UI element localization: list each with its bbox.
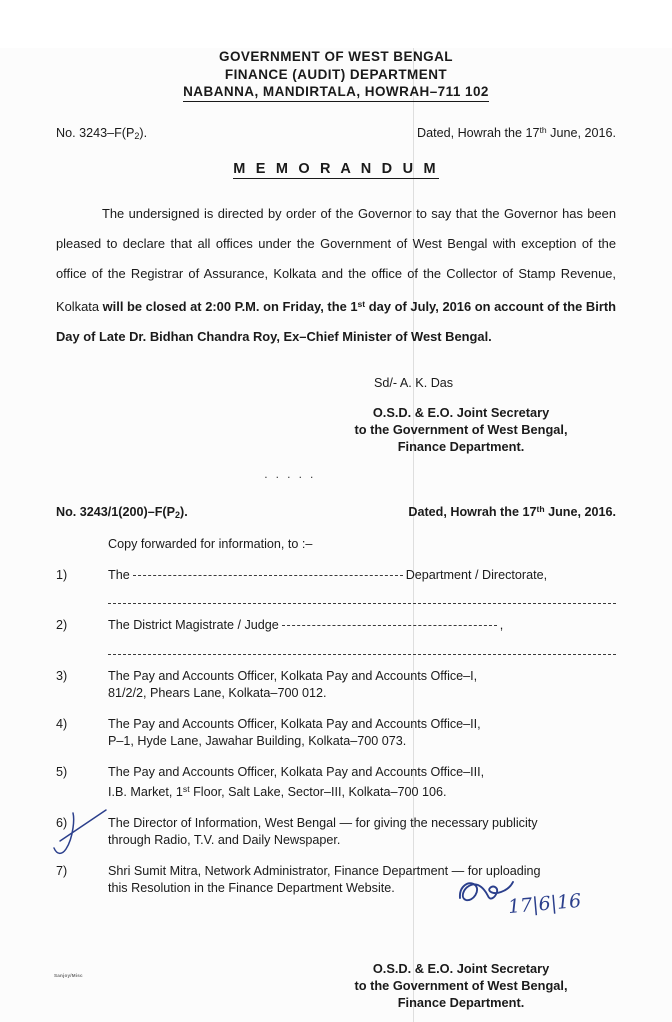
list-item bbox=[56, 716, 616, 751]
recipient-6-line-2: through Radio, T.V. and Daily Newspaper. bbox=[108, 833, 341, 847]
memo-reference-row bbox=[56, 125, 616, 141]
list-item-text bbox=[108, 567, 616, 585]
handwritten-date: 17|6|16 bbox=[507, 889, 583, 919]
memo-number-subscript: 2 bbox=[134, 130, 140, 141]
list-item bbox=[56, 863, 616, 898]
document-sheet bbox=[0, 48, 672, 1011]
letterhead-line-2: FINANCE (AUDIT) DEPARTMENT bbox=[224, 66, 448, 82]
letterhead bbox=[56, 48, 616, 102]
body-bold-text-b: day of July, 2016 on account of the Birth Day of Late Dr. Bidhan Chandra Roy, Ex–Chief Minister of West Bengal. bbox=[56, 298, 616, 344]
signature-top-title-3: Finance Department. bbox=[397, 438, 525, 454]
copy-date-prefix: Dated, Howrah the 17 bbox=[408, 504, 537, 519]
footer-note: Sanjoy/Misc bbox=[54, 973, 83, 978]
recipient-2-blank-field[interactable] bbox=[282, 625, 497, 626]
signature-sd-line: Sd/- A. K. Das bbox=[374, 375, 454, 390]
copy-number-suffix: ). bbox=[180, 504, 188, 519]
recipient-7-line-1: Shri Sumit Mitra, Network Administrator, Finance Department — for uploading bbox=[108, 863, 541, 878]
recipient-3-line-1: The Pay and Accounts Officer, Kolkata Pay and Accounts Office–I, bbox=[108, 668, 478, 683]
memorandum-title bbox=[56, 161, 616, 177]
memo-number-suffix: ). bbox=[139, 125, 148, 140]
list-item-number: 3) bbox=[56, 668, 68, 683]
list-item bbox=[56, 815, 616, 850]
signature-bottom-title-2: to the Government of West Bengal, bbox=[354, 977, 568, 993]
memorandum-body bbox=[56, 199, 616, 352]
memo-date bbox=[417, 125, 616, 140]
copy-number-subscript: 2 bbox=[175, 509, 181, 520]
memo-date-prefix: Dated, Howrah the 17 bbox=[416, 125, 540, 140]
recipient-4-line-2: P–1, Hyde Lane, Jawahar Building, Kolkata–700 073. bbox=[108, 734, 407, 748]
recipient-1-continuation-line[interactable] bbox=[108, 593, 616, 604]
recipient-1-lead: The bbox=[108, 567, 130, 582]
body-normal-text: The undersigned is directed by order of the Governor to say that the Governor has been pleased to declare that all offices under the Government of West Bengal with exception of the office of the Registrar of Assurance, Kolkata and the office of the Collector of Stamp Revenue, Kolkata bbox=[56, 205, 616, 314]
copy-date-ordinal: th bbox=[536, 503, 545, 514]
list-item bbox=[56, 764, 616, 802]
list-item-text bbox=[108, 716, 616, 751]
recipient-2-trail: , bbox=[499, 618, 504, 632]
list-item bbox=[56, 668, 616, 703]
copy-number bbox=[56, 505, 188, 520]
recipient-7-line-2: this Resolution in the Finance Department Website. bbox=[108, 881, 395, 895]
recipient-2-lead: The District Magistrate / Judge bbox=[108, 618, 279, 632]
signature-block-top bbox=[56, 404, 616, 455]
memo-date-ordinal: th bbox=[539, 124, 547, 135]
memo-number-prefix: No. 3243–F(P bbox=[56, 125, 135, 140]
copy-forwarded-label: Copy forwarded for information, to :– bbox=[108, 536, 313, 551]
recipient-list bbox=[56, 567, 616, 898]
list-item-number: 4) bbox=[56, 716, 68, 731]
list-item-text bbox=[108, 764, 616, 802]
list-item bbox=[56, 617, 616, 635]
document-page bbox=[0, 48, 672, 1022]
list-item bbox=[56, 567, 616, 585]
list-item-text bbox=[108, 815, 616, 850]
memo-number bbox=[56, 126, 147, 141]
list-item-text bbox=[108, 617, 616, 635]
copy-number-prefix: No. 3243/1(200)–F(P bbox=[56, 504, 175, 519]
recipient-3-line-2: 81/2/2, Phears Lane, Kolkata–700 012. bbox=[108, 686, 327, 700]
signature-block-bottom bbox=[56, 960, 616, 1011]
recipient-5-line-2-b: Floor, Salt Lake, Sector–III, Kolkata–700 106. bbox=[189, 785, 447, 799]
signature-bottom-title-3: Finance Department. bbox=[397, 994, 525, 1010]
signature-top-title-1: O.S.D. & E.O. Joint Secretary bbox=[372, 404, 550, 420]
list-item-number: 2) bbox=[56, 618, 68, 632]
recipient-2-continuation-line[interactable] bbox=[108, 644, 616, 655]
signature-bottom-title-1: O.S.D. & E.O. Joint Secretary bbox=[372, 960, 550, 976]
handwritten-tick-mark bbox=[48, 808, 118, 863]
copy-date bbox=[408, 504, 616, 519]
recipient-6-line-1: The Director of Information, West Bengal — for giving the necessary publicity bbox=[108, 815, 538, 830]
dots-separator: . . . . . bbox=[264, 466, 316, 481]
copy-reference-row bbox=[56, 504, 616, 520]
memo-date-suffix: June, 2016. bbox=[546, 125, 616, 140]
letterhead-line-3: NABANNA, MANDIRTALA, HOWRAH–711 102 bbox=[183, 83, 489, 102]
body-bold-text-a: will be closed at 2:00 P.M. on Friday, the 1 bbox=[102, 298, 358, 314]
copy-date-suffix: June, 2016. bbox=[544, 504, 616, 519]
recipient-5-line-2 bbox=[108, 781, 616, 802]
recipient-1-blank-field[interactable] bbox=[133, 575, 403, 576]
list-item-number: 5) bbox=[56, 764, 68, 779]
recipient-5-line-1: The Pay and Accounts Officer, Kolkata Pay and Accounts Office–III, bbox=[108, 764, 485, 779]
body-bold-ordinal: st bbox=[357, 298, 366, 309]
recipient-1-trail: Department / Directorate, bbox=[405, 567, 548, 582]
list-item-number: 1) bbox=[56, 567, 68, 582]
recipient-5-line-2-a: I.B. Market, 1 bbox=[108, 785, 183, 799]
list-item-number: 6) bbox=[56, 815, 68, 830]
list-item-text bbox=[108, 668, 616, 703]
signature-top-title-2: to the Government of West Bengal, bbox=[354, 421, 568, 437]
memorandum-title-text: M E M O R A N D U M bbox=[233, 160, 439, 177]
recipient-5-ordinal: st bbox=[182, 784, 190, 794]
recipient-4-line-1: The Pay and Accounts Officer, Kolkata Pay and Accounts Office–II, bbox=[108, 716, 481, 731]
list-item-number: 7) bbox=[56, 863, 68, 878]
list-item-text bbox=[108, 863, 616, 898]
letterhead-line-1: GOVERNMENT OF WEST BENGAL bbox=[219, 49, 453, 64]
